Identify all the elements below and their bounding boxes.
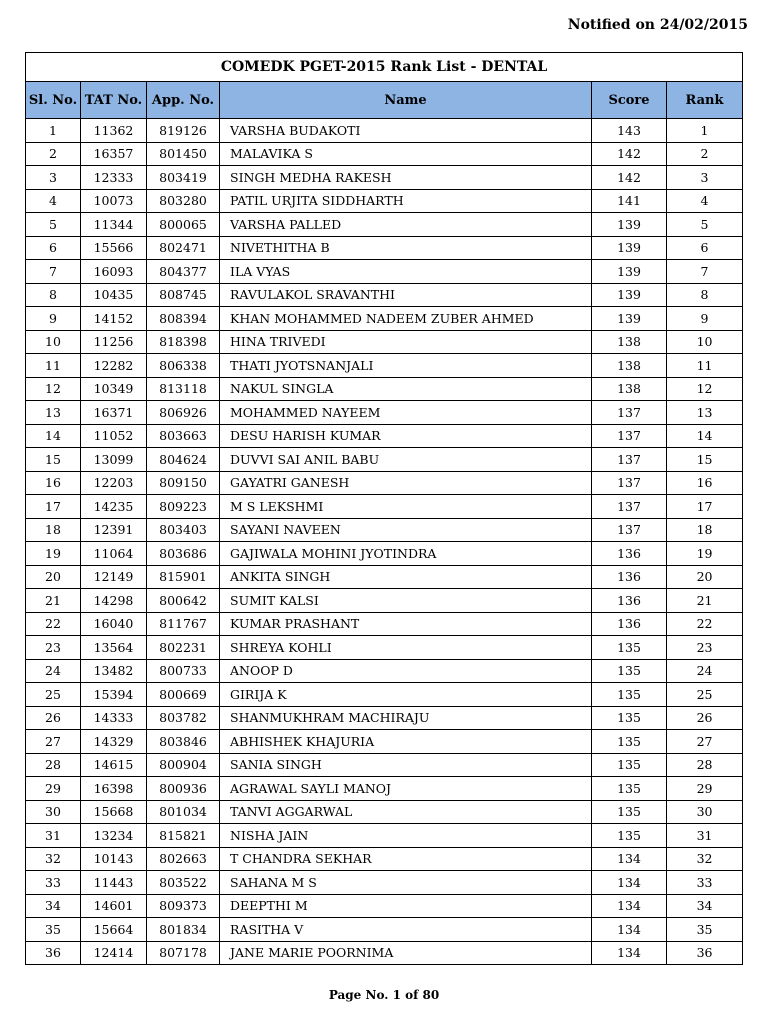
cell-score: 134 — [592, 847, 667, 871]
cell-rank: 36 — [667, 941, 743, 965]
cell-app-no: 806338 — [147, 354, 220, 378]
cell-tat-no: 14235 — [81, 495, 147, 519]
cell-name: TANVI AGGARWAL — [220, 800, 592, 824]
cell-rank: 12 — [667, 377, 743, 401]
cell-rank: 28 — [667, 753, 743, 777]
cell-sl-no: 15 — [26, 448, 81, 472]
cell-rank: 15 — [667, 448, 743, 472]
cell-sl-no: 6 — [26, 236, 81, 260]
cell-rank: 31 — [667, 824, 743, 848]
cell-score: 138 — [592, 330, 667, 354]
cell-rank: 33 — [667, 871, 743, 895]
cell-score: 134 — [592, 918, 667, 942]
cell-rank: 5 — [667, 213, 743, 237]
cell-name: THATI JYOTSNANJALI — [220, 354, 592, 378]
cell-tat-no: 12414 — [81, 941, 147, 965]
cell-tat-no: 16093 — [81, 260, 147, 284]
cell-app-no: 803522 — [147, 871, 220, 895]
cell-tat-no: 14601 — [81, 894, 147, 918]
cell-name: PATIL URJITA SIDDHARTH — [220, 189, 592, 213]
cell-app-no: 802471 — [147, 236, 220, 260]
cell-sl-no: 4 — [26, 189, 81, 213]
cell-name: MALAVIKA S — [220, 142, 592, 166]
table-row — [26, 236, 743, 260]
table-row — [26, 189, 743, 213]
table-row — [26, 142, 743, 166]
table-row — [26, 330, 743, 354]
cell-name: ANKITA SINGH — [220, 565, 592, 589]
cell-name: VARSHA BUDAKOTI — [220, 119, 592, 143]
cell-name: ANOOP D — [220, 659, 592, 683]
cell-sl-no: 18 — [26, 518, 81, 542]
cell-tat-no: 10349 — [81, 377, 147, 401]
cell-tat-no: 13099 — [81, 448, 147, 472]
cell-rank: 32 — [667, 847, 743, 871]
cell-rank: 9 — [667, 307, 743, 331]
cell-rank: 30 — [667, 800, 743, 824]
cell-name: DUVVI SAI ANIL BABU — [220, 448, 592, 472]
table-row — [26, 401, 743, 425]
cell-sl-no: 31 — [26, 824, 81, 848]
cell-sl-no: 35 — [26, 918, 81, 942]
cell-sl-no: 19 — [26, 542, 81, 566]
cell-app-no: 808745 — [147, 283, 220, 307]
cell-sl-no: 9 — [26, 307, 81, 331]
cell-score: 136 — [592, 589, 667, 613]
cell-rank: 20 — [667, 565, 743, 589]
cell-name: SHANMUKHRAM MACHIRAJU — [220, 706, 592, 730]
cell-app-no: 801450 — [147, 142, 220, 166]
cell-app-no: 800733 — [147, 659, 220, 683]
cell-score: 135 — [592, 753, 667, 777]
cell-score: 136 — [592, 565, 667, 589]
cell-rank: 35 — [667, 918, 743, 942]
cell-name: SUMIT KALSI — [220, 589, 592, 613]
cell-app-no: 801034 — [147, 800, 220, 824]
cell-sl-no: 27 — [26, 730, 81, 754]
cell-rank: 17 — [667, 495, 743, 519]
cell-name: VARSHA PALLED — [220, 213, 592, 237]
cell-sl-no: 10 — [26, 330, 81, 354]
cell-tat-no: 11443 — [81, 871, 147, 895]
table-row — [26, 283, 743, 307]
cell-rank: 11 — [667, 354, 743, 378]
cell-app-no: 800904 — [147, 753, 220, 777]
cell-name: M S LEKSHMI — [220, 495, 592, 519]
cell-tat-no: 15394 — [81, 683, 147, 707]
table-row — [26, 166, 743, 190]
table-row — [26, 730, 743, 754]
column-header-rank: Rank — [667, 82, 743, 119]
cell-score: 138 — [592, 377, 667, 401]
column-header-name: Name — [220, 82, 592, 119]
cell-tat-no: 16040 — [81, 612, 147, 636]
cell-name: AGRAWAL SAYLI MANOJ — [220, 777, 592, 801]
table-row — [26, 495, 743, 519]
cell-score: 135 — [592, 706, 667, 730]
cell-name: ILA VYAS — [220, 260, 592, 284]
cell-app-no: 801834 — [147, 918, 220, 942]
table-row — [26, 753, 743, 777]
cell-rank: 16 — [667, 471, 743, 495]
table-row — [26, 894, 743, 918]
cell-sl-no: 25 — [26, 683, 81, 707]
cell-name: DEEPTHI M — [220, 894, 592, 918]
cell-tat-no: 10073 — [81, 189, 147, 213]
cell-name: ABHISHEK KHAJURIA — [220, 730, 592, 754]
cell-app-no: 800642 — [147, 589, 220, 613]
cell-tat-no: 11052 — [81, 424, 147, 448]
cell-name: RASITHA V — [220, 918, 592, 942]
cell-score: 142 — [592, 142, 667, 166]
column-header-tat-no: TAT No. — [81, 82, 147, 119]
cell-score: 139 — [592, 236, 667, 260]
cell-rank: 19 — [667, 542, 743, 566]
cell-sl-no: 8 — [26, 283, 81, 307]
cell-score: 139 — [592, 283, 667, 307]
cell-sl-no: 7 — [26, 260, 81, 284]
cell-score: 136 — [592, 542, 667, 566]
cell-tat-no: 16371 — [81, 401, 147, 425]
cell-tat-no: 12391 — [81, 518, 147, 542]
cell-tat-no: 15566 — [81, 236, 147, 260]
cell-tat-no: 14298 — [81, 589, 147, 613]
table-row — [26, 448, 743, 472]
table-row — [26, 471, 743, 495]
cell-score: 137 — [592, 518, 667, 542]
table-title: COMEDK PGET-2015 Rank List - DENTAL — [26, 53, 743, 82]
cell-app-no: 803403 — [147, 518, 220, 542]
cell-tat-no: 10435 — [81, 283, 147, 307]
rank-list-table — [25, 52, 743, 965]
cell-score: 134 — [592, 894, 667, 918]
table-row — [26, 800, 743, 824]
cell-app-no: 800936 — [147, 777, 220, 801]
cell-score: 137 — [592, 471, 667, 495]
cell-app-no: 819126 — [147, 119, 220, 143]
cell-rank: 7 — [667, 260, 743, 284]
table-row — [26, 777, 743, 801]
cell-score: 134 — [592, 871, 667, 895]
page-number: Page No. 1 of 80 — [328, 988, 440, 1002]
cell-tat-no: 14329 — [81, 730, 147, 754]
cell-sl-no: 32 — [26, 847, 81, 871]
cell-name: HINA TRIVEDI — [220, 330, 592, 354]
cell-app-no: 802663 — [147, 847, 220, 871]
cell-name: T CHANDRA SEKHAR — [220, 847, 592, 871]
cell-sl-no: 5 — [26, 213, 81, 237]
cell-sl-no: 22 — [26, 612, 81, 636]
cell-score: 135 — [592, 777, 667, 801]
cell-tat-no: 11256 — [81, 330, 147, 354]
cell-sl-no: 16 — [26, 471, 81, 495]
cell-sl-no: 11 — [26, 354, 81, 378]
cell-app-no: 800669 — [147, 683, 220, 707]
cell-sl-no: 23 — [26, 636, 81, 660]
cell-name: DESU HARISH KUMAR — [220, 424, 592, 448]
cell-app-no: 815901 — [147, 565, 220, 589]
cell-tat-no: 14333 — [81, 706, 147, 730]
table-row — [26, 260, 743, 284]
cell-sl-no: 33 — [26, 871, 81, 895]
table-row — [26, 213, 743, 237]
table-row — [26, 659, 743, 683]
cell-name: SINGH MEDHA RAKESH — [220, 166, 592, 190]
cell-app-no: 803846 — [147, 730, 220, 754]
cell-rank: 21 — [667, 589, 743, 613]
cell-tat-no: 11344 — [81, 213, 147, 237]
cell-tat-no: 11362 — [81, 119, 147, 143]
cell-sl-no: 30 — [26, 800, 81, 824]
cell-sl-no: 12 — [26, 377, 81, 401]
table-body — [26, 119, 743, 965]
cell-sl-no: 26 — [26, 706, 81, 730]
table-row — [26, 518, 743, 542]
cell-tat-no: 15664 — [81, 918, 147, 942]
table-header-row — [26, 82, 743, 119]
table-row — [26, 354, 743, 378]
cell-score: 138 — [592, 354, 667, 378]
cell-sl-no: 21 — [26, 589, 81, 613]
cell-score: 139 — [592, 260, 667, 284]
cell-app-no: 803782 — [147, 706, 220, 730]
cell-app-no: 803663 — [147, 424, 220, 448]
table-row — [26, 683, 743, 707]
table-row — [26, 612, 743, 636]
notified-date: Notified on 24/02/2015 — [567, 17, 748, 33]
table-row — [26, 377, 743, 401]
cell-tat-no: 12333 — [81, 166, 147, 190]
cell-sl-no: 29 — [26, 777, 81, 801]
cell-rank: 4 — [667, 189, 743, 213]
cell-sl-no: 2 — [26, 142, 81, 166]
cell-score: 134 — [592, 941, 667, 965]
cell-name: NISHA JAIN — [220, 824, 592, 848]
cell-score: 135 — [592, 824, 667, 848]
cell-tat-no: 13564 — [81, 636, 147, 660]
cell-rank: 13 — [667, 401, 743, 425]
cell-rank: 29 — [667, 777, 743, 801]
cell-app-no: 808394 — [147, 307, 220, 331]
cell-name: SAHANA M S — [220, 871, 592, 895]
cell-name: SANIA SINGH — [220, 753, 592, 777]
cell-tat-no: 13234 — [81, 824, 147, 848]
table-row — [26, 918, 743, 942]
cell-tat-no: 11064 — [81, 542, 147, 566]
cell-app-no: 804624 — [147, 448, 220, 472]
cell-tat-no: 12149 — [81, 565, 147, 589]
cell-tat-no: 14615 — [81, 753, 147, 777]
table-row — [26, 307, 743, 331]
cell-name: JANE MARIE POORNIMA — [220, 941, 592, 965]
cell-app-no: 813118 — [147, 377, 220, 401]
cell-rank: 34 — [667, 894, 743, 918]
cell-name: RAVULAKOL SRAVANTHI — [220, 283, 592, 307]
cell-app-no: 811767 — [147, 612, 220, 636]
cell-score: 137 — [592, 495, 667, 519]
cell-score: 135 — [592, 800, 667, 824]
cell-app-no: 807178 — [147, 941, 220, 965]
cell-sl-no: 1 — [26, 119, 81, 143]
table-row — [26, 847, 743, 871]
cell-tat-no: 10143 — [81, 847, 147, 871]
cell-rank: 1 — [667, 119, 743, 143]
table-row — [26, 119, 743, 143]
cell-score: 137 — [592, 448, 667, 472]
cell-tat-no: 15668 — [81, 800, 147, 824]
cell-name: NAKUL SINGLA — [220, 377, 592, 401]
cell-rank: 24 — [667, 659, 743, 683]
table-title-row — [26, 53, 743, 82]
cell-rank: 10 — [667, 330, 743, 354]
table-row — [26, 565, 743, 589]
table-row — [26, 871, 743, 895]
cell-app-no: 803686 — [147, 542, 220, 566]
cell-app-no: 815821 — [147, 824, 220, 848]
cell-rank: 2 — [667, 142, 743, 166]
cell-name: SAYANI NAVEEN — [220, 518, 592, 542]
cell-sl-no: 14 — [26, 424, 81, 448]
cell-app-no: 809223 — [147, 495, 220, 519]
cell-sl-no: 20 — [26, 565, 81, 589]
column-header-app-no: App. No. — [147, 82, 220, 119]
cell-sl-no: 13 — [26, 401, 81, 425]
cell-tat-no: 12203 — [81, 471, 147, 495]
cell-name: KUMAR PRASHANT — [220, 612, 592, 636]
cell-tat-no: 16357 — [81, 142, 147, 166]
cell-app-no: 800065 — [147, 213, 220, 237]
cell-score: 139 — [592, 307, 667, 331]
cell-score: 135 — [592, 683, 667, 707]
cell-name: GIRIJA K — [220, 683, 592, 707]
cell-name: NIVETHITHA B — [220, 236, 592, 260]
table-row — [26, 542, 743, 566]
table-row — [26, 424, 743, 448]
cell-rank: 25 — [667, 683, 743, 707]
column-header-sl-no: Sl. No. — [26, 82, 81, 119]
cell-sl-no: 3 — [26, 166, 81, 190]
cell-score: 142 — [592, 166, 667, 190]
cell-sl-no: 24 — [26, 659, 81, 683]
cell-score: 135 — [592, 730, 667, 754]
cell-rank: 26 — [667, 706, 743, 730]
column-header-score: Score — [592, 82, 667, 119]
cell-app-no: 803419 — [147, 166, 220, 190]
cell-rank: 8 — [667, 283, 743, 307]
cell-name: GAJIWALA MOHINI JYOTINDRA — [220, 542, 592, 566]
cell-name: MOHAMMED NAYEEM — [220, 401, 592, 425]
cell-sl-no: 17 — [26, 495, 81, 519]
cell-score: 141 — [592, 189, 667, 213]
table-row — [26, 636, 743, 660]
cell-app-no: 809373 — [147, 894, 220, 918]
cell-name: SHREYA KOHLI — [220, 636, 592, 660]
cell-tat-no: 12282 — [81, 354, 147, 378]
cell-app-no: 806926 — [147, 401, 220, 425]
cell-sl-no: 36 — [26, 941, 81, 965]
cell-app-no: 802231 — [147, 636, 220, 660]
cell-rank: 22 — [667, 612, 743, 636]
table-row — [26, 706, 743, 730]
cell-score: 137 — [592, 401, 667, 425]
cell-app-no: 803280 — [147, 189, 220, 213]
cell-app-no: 818398 — [147, 330, 220, 354]
cell-app-no: 804377 — [147, 260, 220, 284]
cell-tat-no: 16398 — [81, 777, 147, 801]
table-row — [26, 941, 743, 965]
table-row — [26, 824, 743, 848]
cell-score: 136 — [592, 612, 667, 636]
cell-name: KHAN MOHAMMED NADEEM ZUBER AHMED — [220, 307, 592, 331]
cell-rank: 27 — [667, 730, 743, 754]
cell-rank: 18 — [667, 518, 743, 542]
cell-score: 137 — [592, 424, 667, 448]
cell-score: 139 — [592, 213, 667, 237]
cell-app-no: 809150 — [147, 471, 220, 495]
cell-score: 135 — [592, 636, 667, 660]
cell-score: 135 — [592, 659, 667, 683]
cell-score: 143 — [592, 119, 667, 143]
cell-sl-no: 34 — [26, 894, 81, 918]
table-row — [26, 589, 743, 613]
cell-rank: 6 — [667, 236, 743, 260]
cell-rank: 3 — [667, 166, 743, 190]
cell-name: GAYATRI GANESH — [220, 471, 592, 495]
cell-tat-no: 13482 — [81, 659, 147, 683]
cell-sl-no: 28 — [26, 753, 81, 777]
cell-rank: 23 — [667, 636, 743, 660]
cell-rank: 14 — [667, 424, 743, 448]
cell-tat-no: 14152 — [81, 307, 147, 331]
